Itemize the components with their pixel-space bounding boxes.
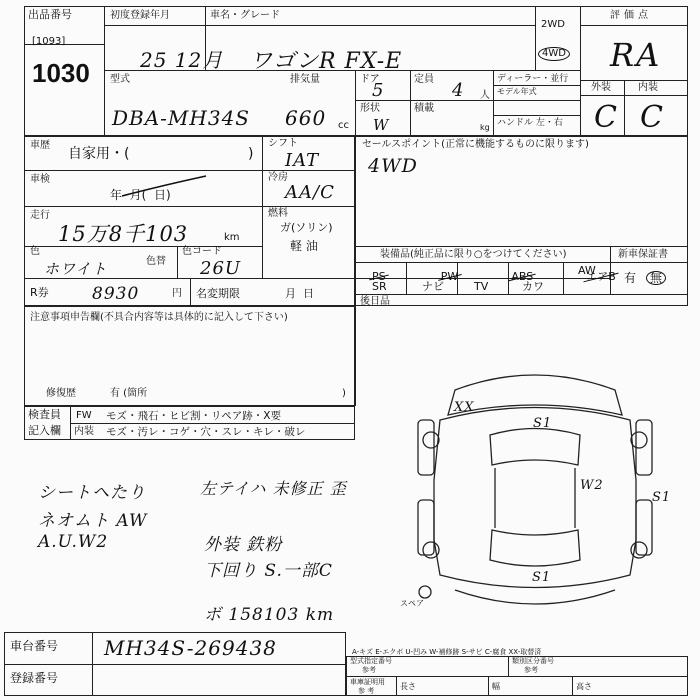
displacement-unit: cc bbox=[338, 120, 349, 131]
sales-point-value: 4WD bbox=[368, 155, 418, 177]
note-left-1: シートヘたり bbox=[38, 483, 146, 503]
capacity-label: 定員 bbox=[414, 74, 434, 85]
score-value: RA bbox=[610, 36, 662, 74]
spare-label: スペア bbox=[400, 599, 424, 608]
model-value: ワゴンR FX-E bbox=[250, 49, 403, 74]
dealer-label: ディーラー・並行 bbox=[497, 74, 569, 84]
category-ref: 参考 bbox=[524, 666, 538, 674]
mileage-label: 走行 bbox=[30, 210, 50, 221]
warranty-label: 新車保証書 bbox=[618, 249, 668, 260]
lot-number-label: 出品番号 bbox=[28, 8, 72, 21]
equip-sr: SR bbox=[372, 280, 387, 293]
equip-leather: カワ bbox=[522, 280, 544, 293]
sales-point-label: セールスポイント(正常に機能するものに限ります) bbox=[362, 139, 589, 150]
recycle-value: 8930 bbox=[92, 284, 140, 304]
shift-label: シフト bbox=[268, 138, 298, 149]
color-value: ホワイト bbox=[44, 260, 108, 278]
model-label: 車名・グレード bbox=[210, 10, 280, 21]
damage-mark-w2: W2 bbox=[580, 478, 604, 493]
type-label: 型式 bbox=[110, 74, 130, 85]
height-label: 高さ bbox=[576, 682, 592, 691]
damage-legend: A-キズ E-エクボ U-凹み W-補修跡 S-サビ C-腐食 XX-取替済 bbox=[352, 648, 542, 656]
exterior-label: 外装 bbox=[591, 82, 611, 93]
note-right-1: 左テイハ 未修正 歪 bbox=[200, 479, 347, 498]
category-label: 類別区分番号 bbox=[512, 657, 554, 665]
displacement-value: 660 bbox=[285, 106, 327, 130]
interior-label: 内装 bbox=[638, 82, 658, 93]
chassis-value: MH34S-269438 bbox=[104, 636, 277, 660]
equip-navi: ナビ bbox=[422, 280, 444, 293]
registration-label: 登録番号 bbox=[10, 671, 59, 685]
equip-aw: AW bbox=[578, 264, 596, 277]
note-right-4: ボ 158103 km bbox=[204, 605, 335, 625]
damage-mark-s1-side: S1 bbox=[652, 490, 672, 505]
damage-mark-s1-roof: S1 bbox=[533, 416, 553, 431]
note-left-2: ネオムト AW bbox=[38, 511, 148, 531]
model-spec-label: 型式指定番号 bbox=[350, 657, 392, 665]
doors-value: 5 bbox=[372, 80, 385, 101]
fuel-diesel: 軽 油 bbox=[290, 239, 318, 253]
width-label: 幅 bbox=[492, 682, 500, 691]
inspector-label: 検査員 bbox=[28, 408, 61, 421]
mileage-unit: km bbox=[224, 232, 240, 243]
warranty-no: 無 bbox=[646, 271, 666, 285]
interior-grade: C bbox=[640, 100, 664, 135]
exterior-grade: C bbox=[594, 100, 618, 135]
repair-history-label: 修復歴 bbox=[46, 388, 76, 399]
model-spec-ref: 参考 bbox=[362, 666, 376, 674]
shape-label: 形状 bbox=[360, 103, 380, 114]
load-label: 積載 bbox=[414, 103, 434, 114]
recycle-unit: 円 bbox=[172, 288, 182, 299]
equipment-label: 装備品(純正品に限り○をつけてください) bbox=[380, 249, 567, 260]
warranty-yes: 有 bbox=[624, 271, 637, 285]
equip-ps: PS bbox=[372, 270, 386, 283]
score-label: 評価点 bbox=[610, 10, 652, 21]
mileage-value: 15万8千103 bbox=[58, 222, 189, 246]
recycle-label: R券 bbox=[30, 286, 49, 299]
damage-mark-xx: XX bbox=[454, 400, 475, 415]
lot-number: 1030 bbox=[32, 58, 90, 88]
type-value: DBA-MH34S bbox=[112, 106, 251, 130]
displacement-label: 排気量 bbox=[290, 74, 320, 85]
name-change-label: 名変期限 bbox=[196, 287, 240, 300]
first-registration-label: 初度登録年月 bbox=[110, 10, 170, 21]
history-label: 車歴 bbox=[30, 140, 50, 151]
fw-label: FW bbox=[76, 410, 92, 421]
repair-history-close: ) bbox=[342, 388, 346, 399]
damage-mark-s1-rear: S1 bbox=[532, 570, 552, 585]
drive-2wd: 2WD bbox=[541, 19, 565, 30]
fw-items: モズ・飛石・ヒビ割・リペア跡・X要 bbox=[106, 410, 281, 422]
note-left-3: A.U.W2 bbox=[38, 532, 109, 552]
note-right-3: 下回り S.一部C bbox=[204, 561, 333, 581]
history-value: 自家用・( bbox=[68, 146, 130, 162]
load-unit: kg bbox=[480, 123, 490, 132]
capacity-value: 4 bbox=[452, 80, 465, 101]
equip-tv: TV bbox=[474, 280, 489, 293]
color-label: 色 bbox=[30, 246, 40, 257]
doors-label: ドア bbox=[360, 74, 380, 85]
color-code-value: 26U bbox=[200, 258, 242, 279]
first-registration-value: 25 12月 bbox=[140, 48, 224, 72]
color-code-label: 色コード bbox=[182, 246, 222, 257]
note-right-2: 外装 鉄粉 bbox=[204, 535, 283, 555]
chassis-label: 車台番号 bbox=[10, 639, 59, 653]
notes-label: 注意事項申告欄(不具合内容等は具体的に記入して下さい) bbox=[30, 312, 288, 323]
equip-airbag: エアB bbox=[586, 270, 616, 283]
interior-items-label: 内装 bbox=[74, 426, 94, 437]
color-change-label: 色替 bbox=[146, 256, 166, 267]
ac-label: 冷房 bbox=[268, 172, 288, 183]
rear-items-label: 後日品 bbox=[360, 296, 390, 307]
inspector-entry-label: 記入欄 bbox=[28, 424, 61, 437]
equip-abs: ABS bbox=[511, 270, 534, 283]
lot-code: [1093] bbox=[32, 36, 66, 47]
shape-value: W bbox=[373, 116, 390, 134]
inspection-label: 車検 bbox=[30, 174, 50, 185]
name-change-value: 月 日 bbox=[285, 287, 314, 300]
drive-4wd: 4WD bbox=[538, 47, 570, 61]
garage-cert-ref: 参 考 bbox=[358, 687, 375, 695]
capacity-unit: 人 bbox=[480, 90, 490, 101]
history-close: ) bbox=[248, 146, 254, 162]
interior-items: モズ・汚レ・コゲ・穴・スレ・キレ・破レ bbox=[106, 426, 306, 438]
length-label: 長さ bbox=[400, 682, 416, 691]
garage-cert-label: 車庫証明用 bbox=[350, 678, 385, 686]
fuel-label: 燃料 bbox=[268, 208, 288, 219]
ac-value: AA/C bbox=[285, 182, 335, 203]
repair-history-value: 有 (箇所 bbox=[110, 388, 148, 399]
handle-label: ハンドル 左・右 bbox=[497, 118, 563, 128]
model-year-label: モデル年式 bbox=[497, 87, 537, 96]
shift-value: IAT bbox=[285, 150, 320, 171]
equip-pw: PW bbox=[440, 270, 459, 283]
inspection-value: 年 月( 日) bbox=[110, 188, 171, 202]
fuel-gas: ガ(ソリン) bbox=[280, 221, 333, 234]
inspection-strike bbox=[120, 172, 210, 202]
